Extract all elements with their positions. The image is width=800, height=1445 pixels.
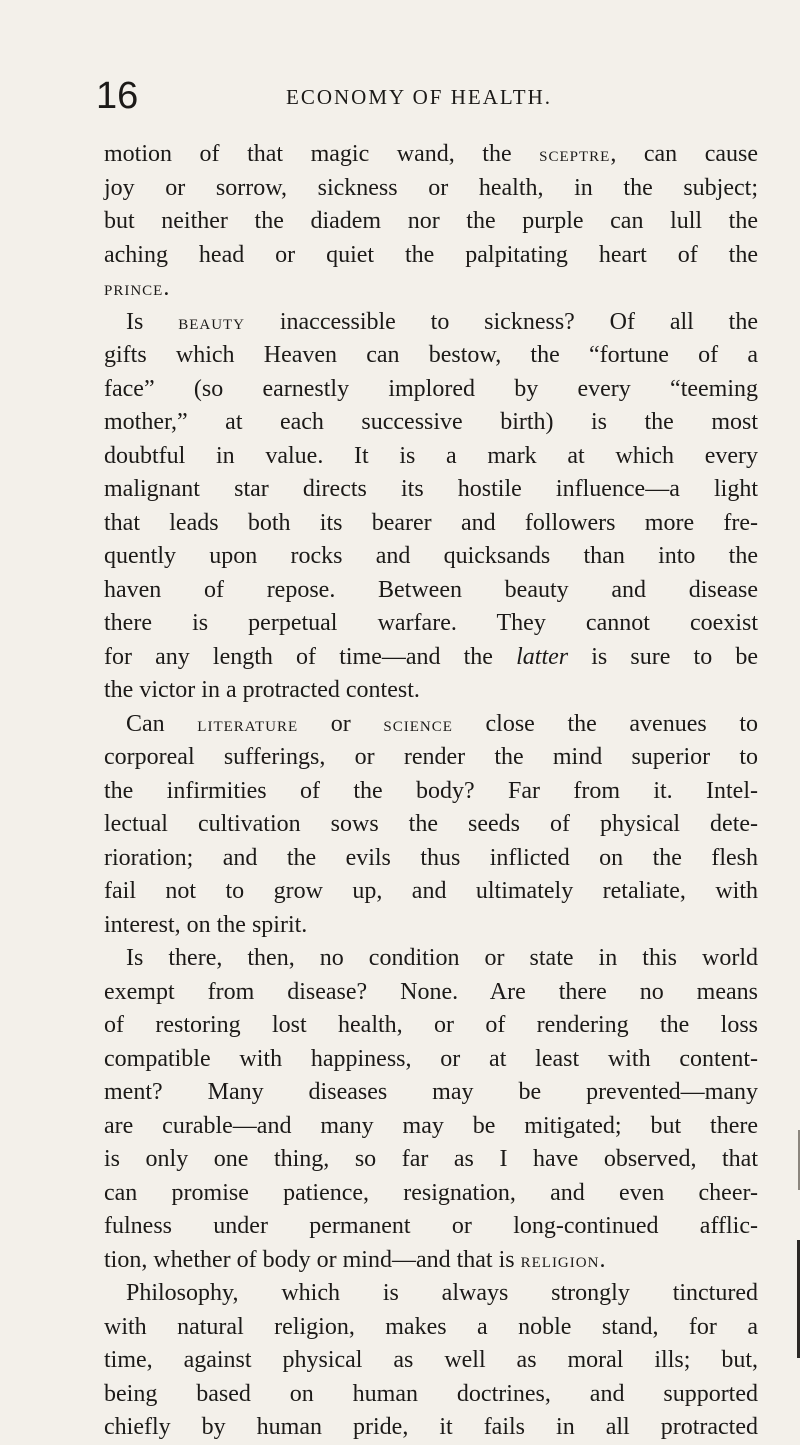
text-line bbox=[104, 1344, 758, 1378]
text-segment: the infirmities of the body? Far from it. Intel- bbox=[104, 777, 758, 804]
text-segment: is sure to be bbox=[568, 643, 758, 670]
text-line bbox=[104, 1277, 758, 1311]
text-segment: . bbox=[163, 275, 170, 301]
text-segment: face” (so earnestly implored by every “teeming bbox=[104, 375, 758, 402]
text-segment: are curable—and many may be mitigated; but there bbox=[104, 1112, 758, 1139]
italic-word: latter bbox=[516, 643, 569, 670]
small-caps-word: PRINCE bbox=[104, 283, 164, 299]
text-segment: but neither the diadem nor the purple can lull the bbox=[104, 208, 758, 234]
text-segment: there is perpetual warfare. They cannot coexist bbox=[104, 610, 758, 636]
text-line bbox=[104, 1143, 758, 1177]
text-segment: for any length of time—and the bbox=[104, 643, 517, 670]
text-line bbox=[104, 1110, 758, 1144]
text-segment: tion, whether of body or mind—and that is bbox=[104, 1246, 521, 1273]
text-line bbox=[104, 440, 758, 474]
text-segment: exempt from disease? None. Are there no means bbox=[104, 978, 758, 1005]
text-segment: corporeal sufferings, or render the mind superior to bbox=[104, 744, 758, 770]
text-line bbox=[104, 775, 758, 809]
text-line bbox=[104, 473, 758, 507]
text-line bbox=[104, 540, 758, 574]
text-line bbox=[104, 875, 758, 909]
text-line bbox=[104, 674, 758, 708]
text-segment: interest, on the spirit. bbox=[104, 911, 308, 938]
text-segment: close the avenues to bbox=[452, 710, 758, 737]
text-segment: the victor in a protracted contest. bbox=[104, 677, 420, 703]
text-line bbox=[104, 1311, 758, 1345]
text-line bbox=[104, 708, 758, 742]
text-line bbox=[104, 172, 758, 206]
text-line bbox=[104, 138, 758, 172]
text-line bbox=[104, 1378, 758, 1412]
text-line bbox=[104, 507, 758, 541]
text-segment: gifts which Heaven can bestow, the “fortune of a bbox=[104, 342, 758, 368]
text-line bbox=[104, 1043, 758, 1077]
text-segment: Is bbox=[126, 308, 179, 335]
text-line bbox=[104, 808, 758, 842]
text-line bbox=[104, 339, 758, 373]
text-segment: Philosophy, which is always strongly tinctured bbox=[126, 1280, 758, 1306]
text-segment: rioration; and the evils thus inflicted on the flesh bbox=[104, 844, 758, 871]
text-segment: of restoring lost health, or of rendering the loss bbox=[104, 1012, 758, 1038]
text-line bbox=[104, 373, 758, 407]
small-caps-word: LITERATURE bbox=[197, 718, 299, 735]
text-segment: chiefly by human pride, it fails in all protracted bbox=[104, 1414, 758, 1440]
text-line bbox=[104, 1411, 758, 1445]
text-line bbox=[104, 1244, 758, 1278]
text-line bbox=[104, 272, 758, 306]
text-line bbox=[104, 976, 758, 1010]
text-segment: haven of repose. Between beauty and disease bbox=[104, 576, 758, 603]
text-segment: that leads both its bearer and followers more fre- bbox=[104, 509, 758, 536]
text-segment: lectual cultivation sows the seeds of physical dete- bbox=[104, 811, 758, 837]
text-line bbox=[104, 1210, 758, 1244]
text-line bbox=[104, 406, 758, 440]
text-segment: is only one thing, so far as I have observed, that bbox=[104, 1146, 758, 1172]
text-segment: can promise patience, resignation, and even cheer- bbox=[104, 1179, 758, 1206]
running-title: ECONOMY OF HEALTH. bbox=[286, 85, 553, 109]
text-segment: Can bbox=[126, 710, 198, 737]
text-line bbox=[104, 942, 758, 976]
body-text bbox=[104, 138, 758, 1445]
text-segment: fail not to grow up, and ultimately retaliate, with bbox=[104, 878, 758, 904]
small-caps-word: SCEPTRE bbox=[539, 149, 611, 165]
text-segment: joy or sorrow, sickness or health, in the subject; bbox=[104, 174, 758, 201]
page-number: 16 bbox=[96, 75, 139, 117]
text-segment: fulness under permanent or long-continued afflic- bbox=[104, 1213, 758, 1239]
text-segment: inaccessible to sickness? Of all the bbox=[245, 308, 758, 335]
text-line bbox=[104, 1076, 758, 1110]
text-segment: compatible with happiness, or at least with content- bbox=[104, 1045, 758, 1072]
text-segment: mother,” at each successive birth) is the most bbox=[104, 409, 758, 435]
text-line bbox=[104, 205, 758, 239]
text-line bbox=[104, 607, 758, 641]
text-line bbox=[104, 1009, 758, 1043]
text-segment: malignant star directs its hostile influence—a light bbox=[104, 476, 758, 502]
small-caps-word: BEAUTY bbox=[178, 316, 246, 333]
text-segment: Is there, then, no condition or state in this world bbox=[126, 945, 758, 971]
text-line bbox=[104, 641, 758, 675]
text-segment: motion of that magic wand, the bbox=[104, 141, 540, 167]
text-line bbox=[104, 239, 758, 273]
text-segment: being based on human doctrines, and supported bbox=[104, 1380, 758, 1407]
text-segment: , can cause bbox=[610, 141, 758, 167]
text-segment: with natural religion, makes a noble stand, for a bbox=[104, 1313, 758, 1340]
text-segment: . bbox=[599, 1246, 606, 1273]
text-line bbox=[104, 842, 758, 876]
text-segment: aching head or quiet the palpitating heart of the bbox=[104, 241, 758, 268]
text-segment: or bbox=[298, 710, 384, 737]
text-line bbox=[104, 574, 758, 608]
text-line bbox=[104, 306, 758, 340]
text-segment: ment? Many diseases may be prevented—many bbox=[104, 1079, 758, 1105]
text-line bbox=[104, 741, 758, 775]
text-segment: quently upon rocks and quicksands than into the bbox=[104, 543, 758, 569]
small-caps-word: SCIENCE bbox=[383, 718, 453, 735]
text-line bbox=[104, 909, 758, 943]
text-segment: doubtful in value. It is a mark at which every bbox=[104, 442, 758, 469]
running-head bbox=[96, 76, 756, 116]
text-line bbox=[104, 1177, 758, 1211]
text-segment: time, against physical as well as moral ills; but, bbox=[104, 1347, 758, 1373]
small-caps-word: RELIGION bbox=[520, 1254, 600, 1271]
